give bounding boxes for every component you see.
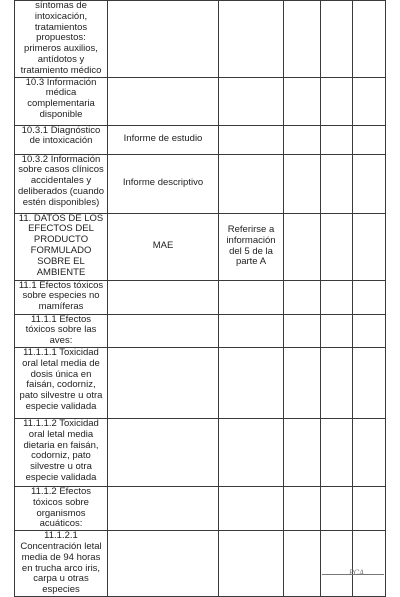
empty-cell — [284, 486, 321, 530]
requirement-cell: Informe descriptivo — [108, 154, 219, 213]
empty-cell — [321, 77, 353, 125]
item-cell: 10.3 Información médica complementaria disponible — [15, 77, 108, 125]
empty-cell — [353, 486, 386, 530]
reference-cell — [219, 280, 284, 314]
empty-cell — [284, 77, 321, 125]
empty-cell — [353, 531, 386, 597]
empty-cell — [353, 347, 386, 418]
empty-cell — [353, 77, 386, 125]
empty-cell — [321, 314, 353, 347]
empty-cell — [321, 280, 353, 314]
empty-cell — [284, 154, 321, 213]
empty-cell — [321, 1, 353, 78]
reference-cell — [219, 77, 284, 125]
requirement-cell — [108, 418, 219, 486]
reference-cell — [219, 347, 284, 418]
reference-cell — [219, 531, 284, 597]
item-cell: 11.1.2.1 Concentración letal media de 94 horas en trucha arco iris, carpa u otras especies — [15, 531, 108, 597]
empty-cell — [284, 531, 321, 597]
requirement-cell — [108, 486, 219, 530]
section-heading-cell: 11. DATOS DE LOS EFECTOS DEL PRODUCTO FORMULADO SOBRE EL AMBIENTE — [15, 213, 108, 280]
table-row — [15, 154, 386, 213]
empty-cell — [284, 1, 321, 78]
requirement-cell — [108, 280, 219, 314]
item-cell: 11.1 Efectos tóxicos sobre especies no mamíferas — [15, 280, 108, 314]
table-row — [15, 347, 386, 418]
table-row — [15, 418, 386, 486]
empty-cell — [284, 213, 321, 280]
empty-cell — [353, 125, 386, 154]
item-cell: 11.1.1 Efectos tóxicos sobre las aves: — [15, 314, 108, 347]
requirement-cell — [108, 531, 219, 597]
table-row — [15, 280, 386, 314]
empty-cell — [321, 213, 353, 280]
item-cell: síntomas de intoxicación, tratamientos propuestos: primeros auxilios, antídotos y tratamiento médico — [15, 1, 108, 78]
reference-cell: Referirse a información del 5 de la parte A — [219, 213, 284, 280]
requirement-cell — [108, 347, 219, 418]
item-cell: 11.1.1.1 Toxicidad oral letal media de dosis única en faisán, codorniz, pato silvestre u otra especie validada — [15, 347, 108, 418]
empty-cell — [321, 531, 353, 597]
table-row — [15, 531, 386, 597]
empty-cell — [353, 154, 386, 213]
signature-mark — [322, 569, 384, 578]
reference-cell — [219, 1, 284, 78]
reference-cell — [219, 486, 284, 530]
item-cell: 10.3.2 Información sobre casos clínicos accidentales y deliberados (cuando estén disponibles) — [15, 154, 108, 213]
empty-cell — [321, 418, 353, 486]
item-cell: 11.1.1.2 Toxicidad oral letal media dietaria en faisán, codorniz, pato silvestre u otra especie validada — [15, 418, 108, 486]
reference-cell — [219, 154, 284, 213]
reference-cell — [219, 314, 284, 347]
table-row — [15, 125, 386, 154]
empty-cell — [321, 154, 353, 213]
empty-cell — [353, 1, 386, 78]
table-row — [15, 314, 386, 347]
empty-cell — [284, 418, 321, 486]
reference-cell — [219, 125, 284, 154]
reference-cell — [219, 418, 284, 486]
requirement-cell — [108, 77, 219, 125]
empty-cell — [284, 280, 321, 314]
requirement-cell: Informe de estudio — [108, 125, 219, 154]
empty-cell — [353, 314, 386, 347]
signature-initials: PCA — [349, 569, 365, 577]
empty-cell — [353, 280, 386, 314]
table-row — [15, 486, 386, 530]
empty-cell — [321, 125, 353, 154]
requirement-cell — [108, 314, 219, 347]
requirements-table — [14, 0, 386, 597]
table-row — [15, 213, 386, 280]
requirement-cell — [108, 1, 219, 78]
empty-cell — [321, 486, 353, 530]
requirement-cell: MAE — [108, 213, 219, 280]
empty-cell — [353, 418, 386, 486]
item-cell: 11.1.2 Efectos tóxicos sobre organismos acuáticos: — [15, 486, 108, 530]
empty-cell — [321, 347, 353, 418]
table-row — [15, 77, 386, 125]
empty-cell — [284, 347, 321, 418]
item-cell: 10.3.1 Diagnóstico de intoxicación — [15, 125, 108, 154]
empty-cell — [353, 213, 386, 280]
table-row — [15, 1, 386, 78]
empty-cell — [284, 125, 321, 154]
empty-cell — [284, 314, 321, 347]
